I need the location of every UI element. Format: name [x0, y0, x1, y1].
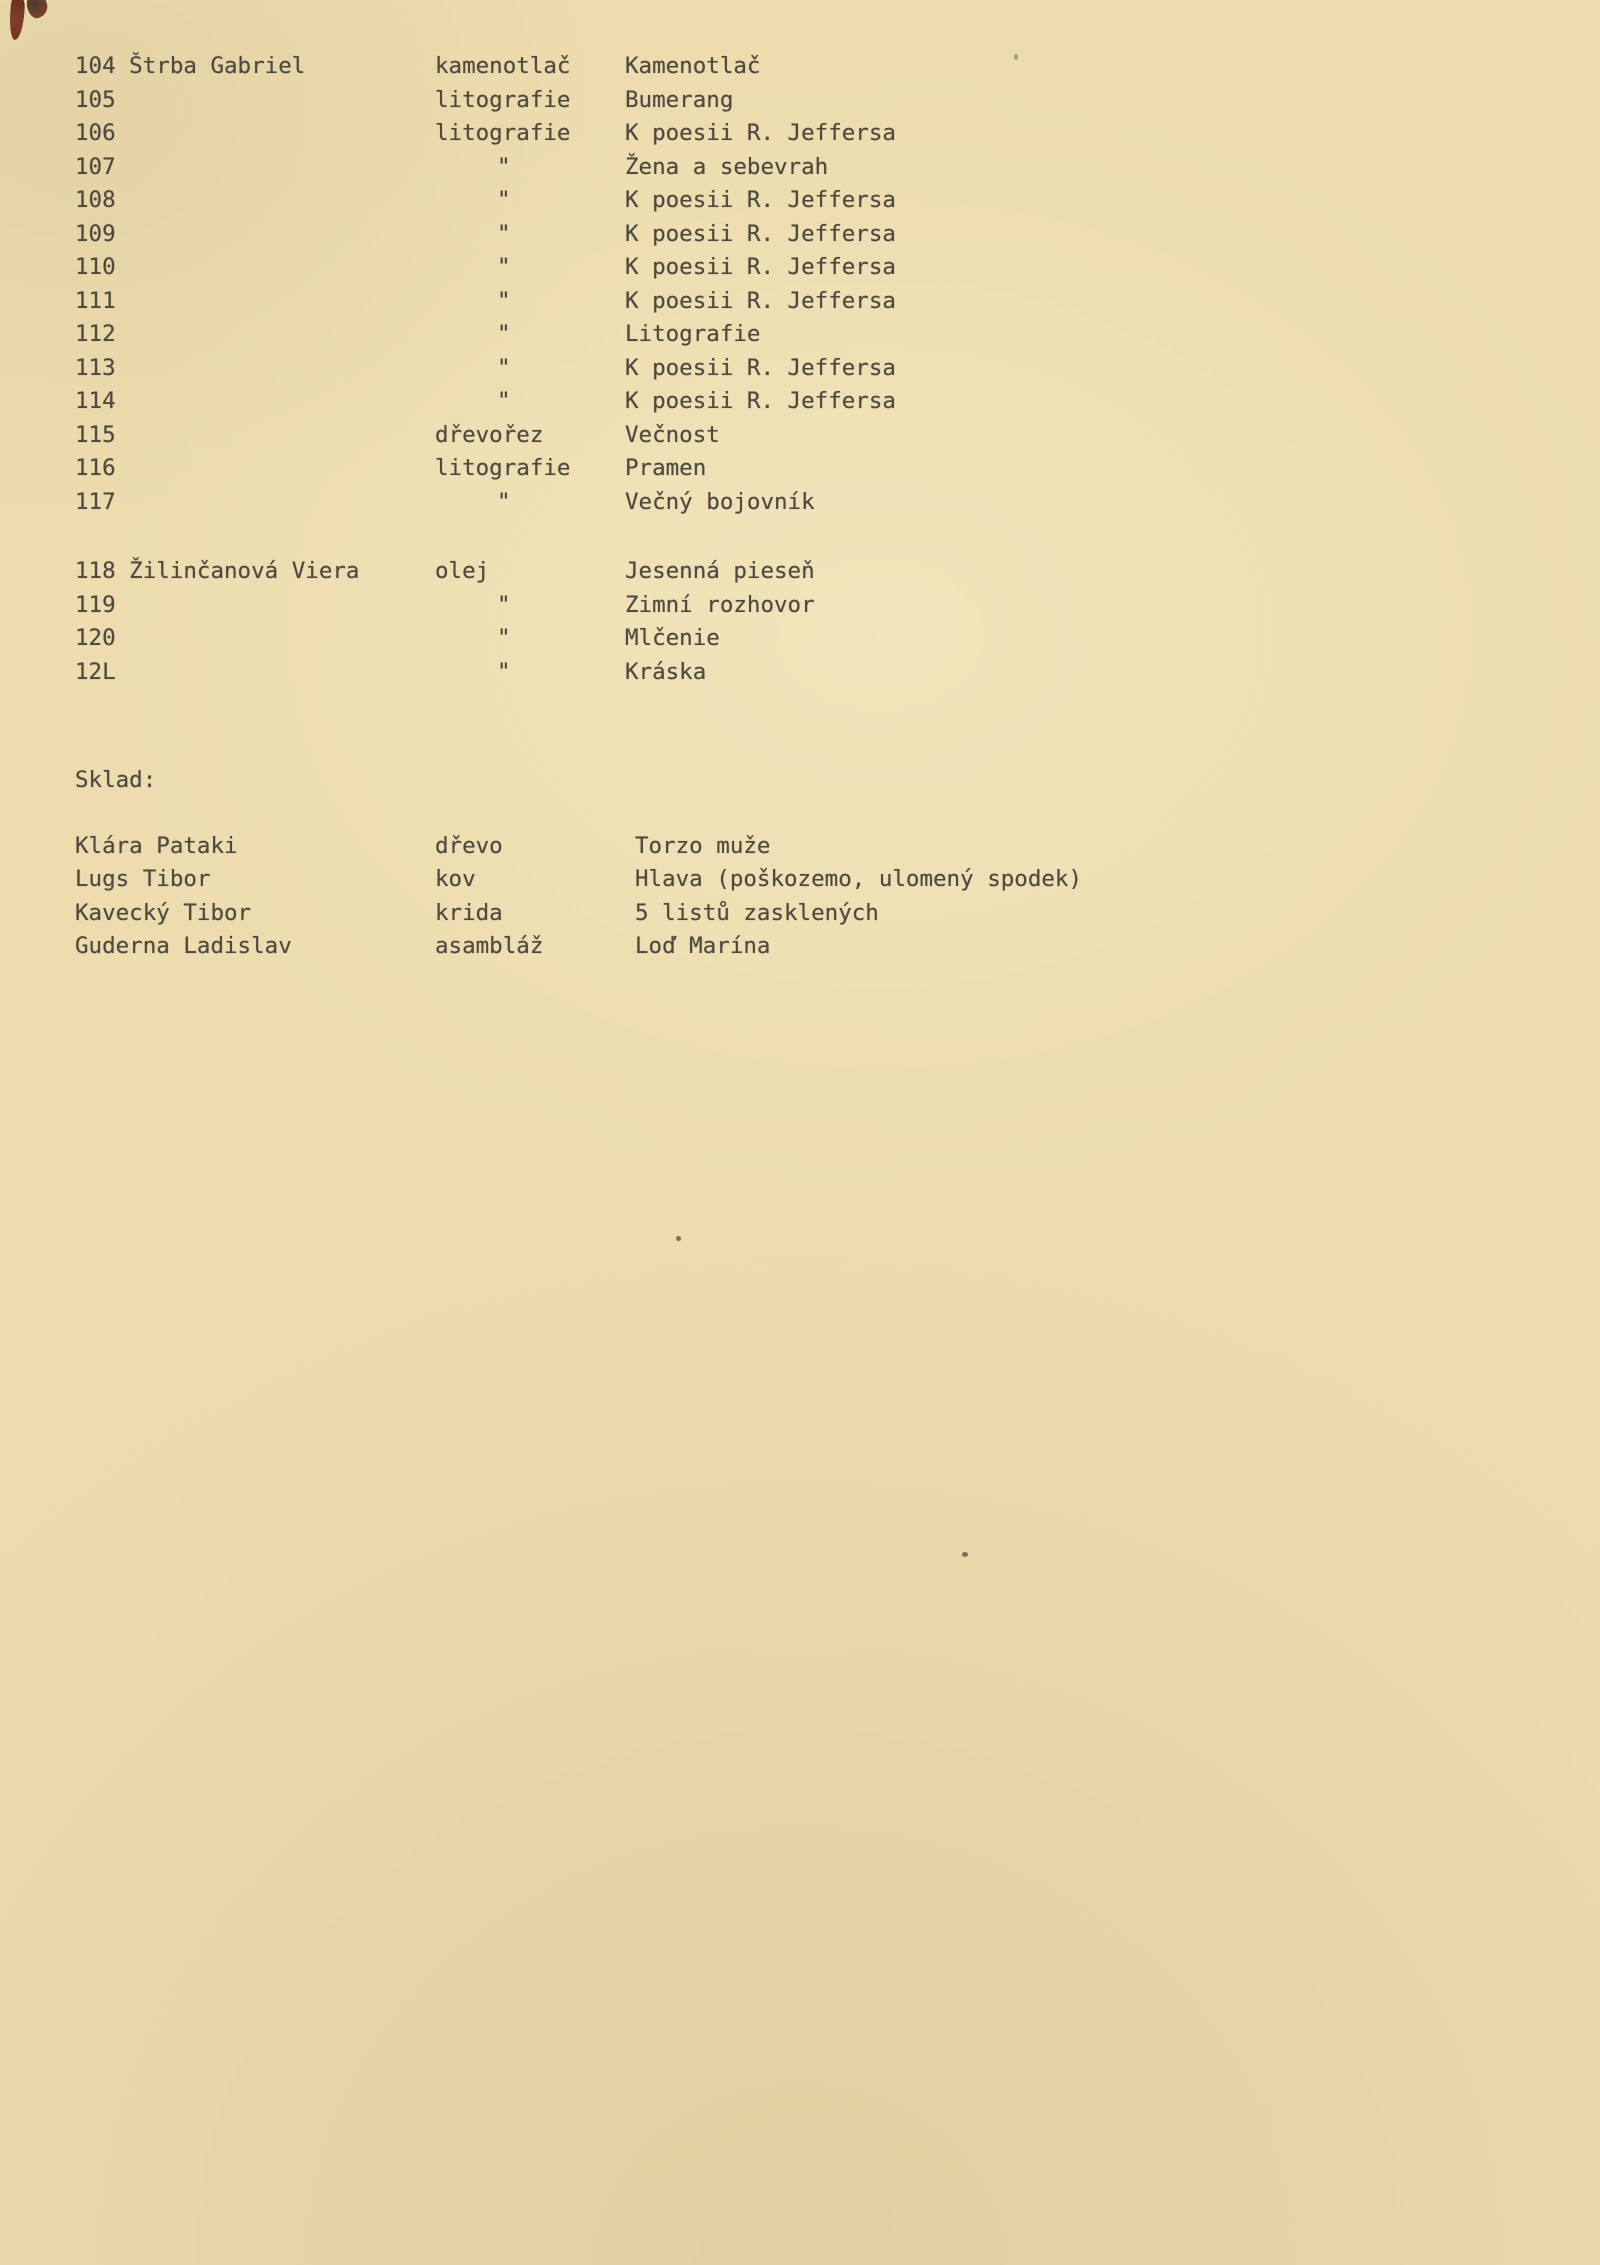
entry-number-artist: 109 [75, 220, 116, 247]
catalog-list [0, 0, 1600, 964]
catalog-row [75, 385, 1560, 419]
catalog-row [75, 897, 1560, 931]
catalog-row [75, 622, 1560, 656]
entry-title: K poesii R. Jeffersa [625, 354, 896, 381]
entry-technique: krida [435, 899, 503, 926]
entry-number-artist: Klára Pataki [75, 832, 238, 859]
entry-number-artist: 114 [75, 388, 116, 414]
entry-number-artist: 113 [75, 354, 116, 381]
entry-number-artist: Kavecký Tibor [75, 899, 252, 926]
entry-number-artist: Guderna Ladislav [75, 933, 292, 959]
entry-technique: " [497, 187, 511, 213]
catalog-row [75, 84, 1560, 118]
catalog-row [75, 930, 1560, 964]
entry-number-artist: 107 [75, 153, 116, 180]
entry-technique: " [497, 153, 511, 180]
catalog-row [75, 452, 1560, 486]
catalog-row [75, 285, 1560, 319]
entry-number-artist: 112 [75, 321, 116, 347]
artist-section-zilincanova-viera [75, 555, 1560, 689]
entry-technique: olej [435, 558, 490, 584]
catalog-row [75, 863, 1560, 897]
entry-title: Litografie [625, 321, 761, 347]
entry-title: Loď Marína [635, 933, 771, 959]
entry-title: K poesii R. Jeffersa [625, 120, 896, 146]
entry-technique: litografie [435, 120, 571, 146]
entry-title: K poesii R. Jeffersa [625, 254, 896, 280]
paper-speck [676, 1236, 681, 1241]
sklad-heading: Sklad: [75, 767, 157, 793]
entry-number-artist: 118 Žilinčanová Viera [75, 558, 360, 584]
entry-number-artist: 106 [75, 120, 116, 146]
entry-technique: " [497, 591, 511, 618]
entry-number-artist: 111 [75, 287, 116, 314]
entry-number-artist: 119 [75, 591, 116, 618]
entry-number-artist: 116 [75, 455, 116, 481]
entry-technique: " [497, 388, 511, 414]
catalog-row [75, 486, 1560, 520]
paper-speck [962, 1552, 968, 1557]
catalog-row [75, 50, 1560, 84]
catalog-row [75, 184, 1560, 218]
entry-title: Kráska [625, 658, 707, 685]
entry-title: Večnost [625, 421, 720, 448]
entry-title: Kamenotlač [625, 53, 761, 79]
catalog-row [75, 218, 1560, 252]
entry-number-artist: 12L [75, 658, 116, 685]
entry-title: Torzo muže [635, 832, 771, 859]
entry-number-artist: 110 [75, 254, 116, 280]
catalog-row [75, 151, 1560, 185]
entry-number-artist: 108 [75, 187, 116, 213]
catalog-row [75, 555, 1560, 589]
entry-number-artist: Lugs Tibor [75, 866, 211, 892]
catalog-row [75, 419, 1560, 453]
entry-number-artist: 115 [75, 421, 116, 448]
entry-technique: dřevořez [435, 421, 544, 448]
entry-technique: " [497, 354, 511, 381]
catalog-row [75, 117, 1560, 151]
entry-number-artist: 104 Štrba Gabriel [75, 53, 306, 79]
entry-title: Jesenná pieseň [625, 558, 815, 584]
catalog-row [75, 656, 1560, 690]
entry-title: Bumerang [625, 86, 734, 113]
entry-technique: litografie [435, 86, 571, 113]
catalog-row [75, 318, 1560, 352]
entry-title: K poesii R. Jeffersa [625, 388, 896, 414]
entry-technique: dřevo [435, 832, 503, 859]
entry-technique: asambláž [435, 933, 544, 959]
entry-number-artist: 117 [75, 488, 116, 515]
catalog-row [75, 589, 1560, 623]
entry-number-artist: 105 [75, 86, 116, 113]
entry-technique: " [497, 220, 511, 247]
catalog-row [75, 251, 1560, 285]
entry-technique: kov [435, 866, 476, 892]
entry-technique: kamenotlač [435, 53, 571, 79]
entry-title: 5 listů zasklených [635, 899, 879, 926]
sklad-section [75, 830, 1560, 964]
entry-title: Mlčenie [625, 625, 720, 651]
artist-section-strba-gabriel [75, 50, 1560, 519]
entry-technique: " [497, 321, 511, 347]
catalog-row [75, 830, 1560, 864]
entry-title: K poesii R. Jeffersa [625, 220, 896, 247]
entry-title: Žena a sebevrah [625, 153, 829, 180]
entry-title: Pramen [625, 455, 707, 481]
catalog-row [75, 352, 1560, 386]
entry-title: K poesii R. Jeffersa [625, 187, 896, 213]
entry-technique: " [497, 287, 511, 314]
entry-number-artist: 120 [75, 625, 116, 651]
entry-title: Zimní rozhovor [625, 591, 815, 618]
entry-technique: " [497, 254, 511, 280]
entry-technique: " [497, 625, 511, 651]
entry-title: Hlava (poškozemo, ulomený spodek) [635, 866, 1083, 892]
entry-title: Večný bojovník [625, 488, 815, 515]
entry-technique: " [497, 658, 511, 685]
entry-technique: " [497, 488, 511, 515]
entry-technique: litografie [435, 455, 571, 481]
entry-title: K poesii R. Jeffersa [625, 287, 896, 314]
